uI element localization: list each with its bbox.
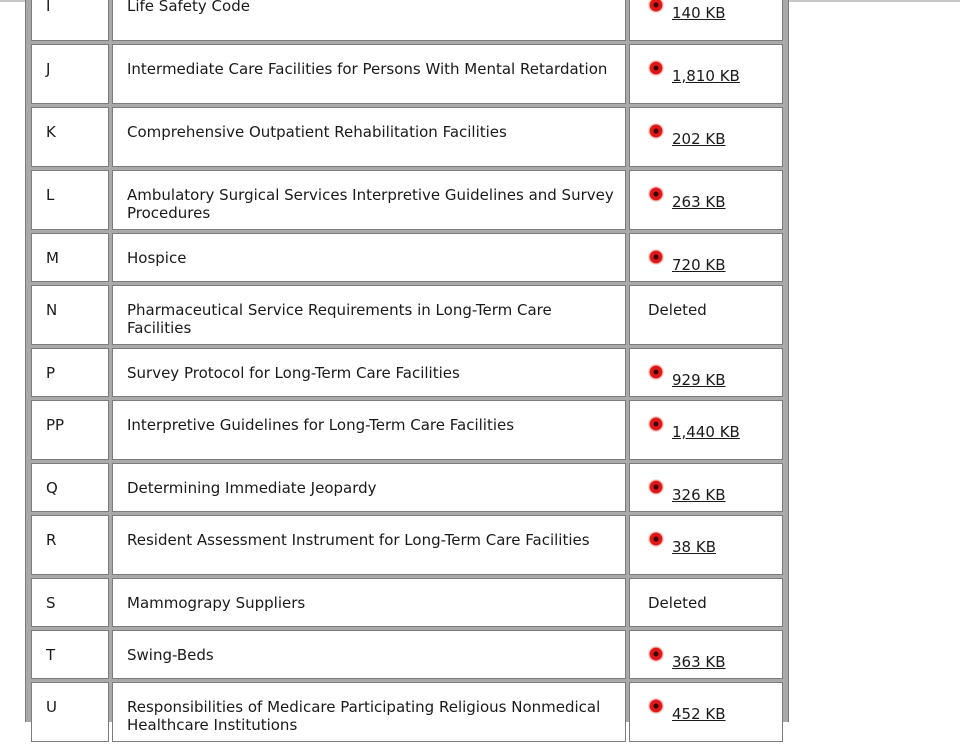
file-cell xyxy=(629,0,783,41)
appendix-title: Responsibilities of Medicare Participating Religious Nonmedical Healthcare Institutions xyxy=(112,682,626,742)
file-cell xyxy=(629,682,783,742)
appendix-title: Intermediate Care Facilities for Persons With Mental Retardation xyxy=(112,44,626,104)
file-cell xyxy=(629,578,783,627)
file-cell xyxy=(629,400,783,460)
table-row xyxy=(31,682,783,742)
file-cell xyxy=(629,348,783,397)
file-size-link[interactable]: 38 KB xyxy=(672,538,716,556)
file-size-link[interactable]: 929 KB xyxy=(672,371,726,389)
appendix-table-body xyxy=(31,0,783,742)
appendix-title: Survey Protocol for Long-Term Care Facilities xyxy=(112,348,626,397)
file-cell xyxy=(629,44,783,104)
pdf-download-icon[interactable] xyxy=(648,479,664,495)
table-row xyxy=(31,44,783,104)
appendix-title: Resident Assessment Instrument for Long-Term Care Facilities xyxy=(112,515,626,575)
file-cell xyxy=(629,515,783,575)
deleted-status: Deleted xyxy=(648,594,707,612)
file-size-link[interactable]: 1,440 KB xyxy=(672,423,740,441)
appendix-code: N xyxy=(31,285,109,345)
table-row xyxy=(31,107,783,167)
appendix-title: Pharmaceutical Service Requirements in Long-Term Care Facilities xyxy=(112,285,626,345)
appendix-code: J xyxy=(31,44,109,104)
appendix-title: Comprehensive Outpatient Rehabilitation Facilities xyxy=(112,107,626,167)
appendix-table xyxy=(28,0,786,745)
pdf-download-icon[interactable] xyxy=(648,60,664,76)
file-size-link[interactable]: 363 KB xyxy=(672,653,726,671)
file-cell xyxy=(629,107,783,167)
table-row xyxy=(31,348,783,397)
appendix-title: Interpretive Guidelines for Long-Term Care Facilities xyxy=(112,400,626,460)
table-row xyxy=(31,233,783,282)
table-row xyxy=(31,630,783,679)
file-size-link[interactable]: 720 KB xyxy=(672,256,726,274)
table-row xyxy=(31,463,783,512)
appendix-title: Life Safety Code xyxy=(112,0,626,41)
pdf-download-icon[interactable] xyxy=(648,0,664,13)
appendix-code: M xyxy=(31,233,109,282)
appendix-code: U xyxy=(31,682,109,742)
pdf-download-icon[interactable] xyxy=(648,186,664,202)
pdf-download-icon[interactable] xyxy=(648,531,664,547)
appendix-title: Hospice xyxy=(112,233,626,282)
pdf-download-icon[interactable] xyxy=(648,416,664,432)
pdf-download-icon[interactable] xyxy=(648,364,664,380)
table-row xyxy=(31,0,783,41)
appendix-code: I xyxy=(31,0,109,41)
appendix-title: Ambulatory Surgical Services Interpretive Guidelines and Survey Procedures xyxy=(112,170,626,230)
file-size-link[interactable]: 326 KB xyxy=(672,486,726,504)
table-row xyxy=(31,400,783,460)
appendix-title: Swing-Beds xyxy=(112,630,626,679)
pdf-download-icon[interactable] xyxy=(648,123,664,139)
deleted-status: Deleted xyxy=(648,301,707,319)
appendix-code: PP xyxy=(31,400,109,460)
file-size-link[interactable]: 202 KB xyxy=(672,130,726,148)
table-row xyxy=(31,170,783,230)
pdf-download-icon[interactable] xyxy=(648,646,664,662)
appendix-code: P xyxy=(31,348,109,397)
appendix-code: K xyxy=(31,107,109,167)
table-row xyxy=(31,578,783,627)
file-cell xyxy=(629,463,783,512)
appendix-code: Q xyxy=(31,463,109,512)
appendix-code: L xyxy=(31,170,109,230)
file-size-link[interactable]: 263 KB xyxy=(672,193,726,211)
file-cell xyxy=(629,170,783,230)
file-cell xyxy=(629,630,783,679)
file-cell xyxy=(629,285,783,345)
file-size-link[interactable]: 1,810 KB xyxy=(672,67,740,85)
appendix-title: Determining Immediate Jeopardy xyxy=(112,463,626,512)
appendix-code: S xyxy=(31,578,109,627)
appendix-code: R xyxy=(31,515,109,575)
file-size-link[interactable]: 452 KB xyxy=(672,705,726,723)
file-cell xyxy=(629,233,783,282)
pdf-download-icon[interactable] xyxy=(648,698,664,714)
pdf-download-icon[interactable] xyxy=(648,249,664,265)
appendix-code: T xyxy=(31,630,109,679)
file-size-link[interactable]: 140 KB xyxy=(672,4,726,22)
appendix-title: Mammograpy Suppliers xyxy=(112,578,626,627)
table-row xyxy=(31,515,783,575)
table-row xyxy=(31,285,783,345)
